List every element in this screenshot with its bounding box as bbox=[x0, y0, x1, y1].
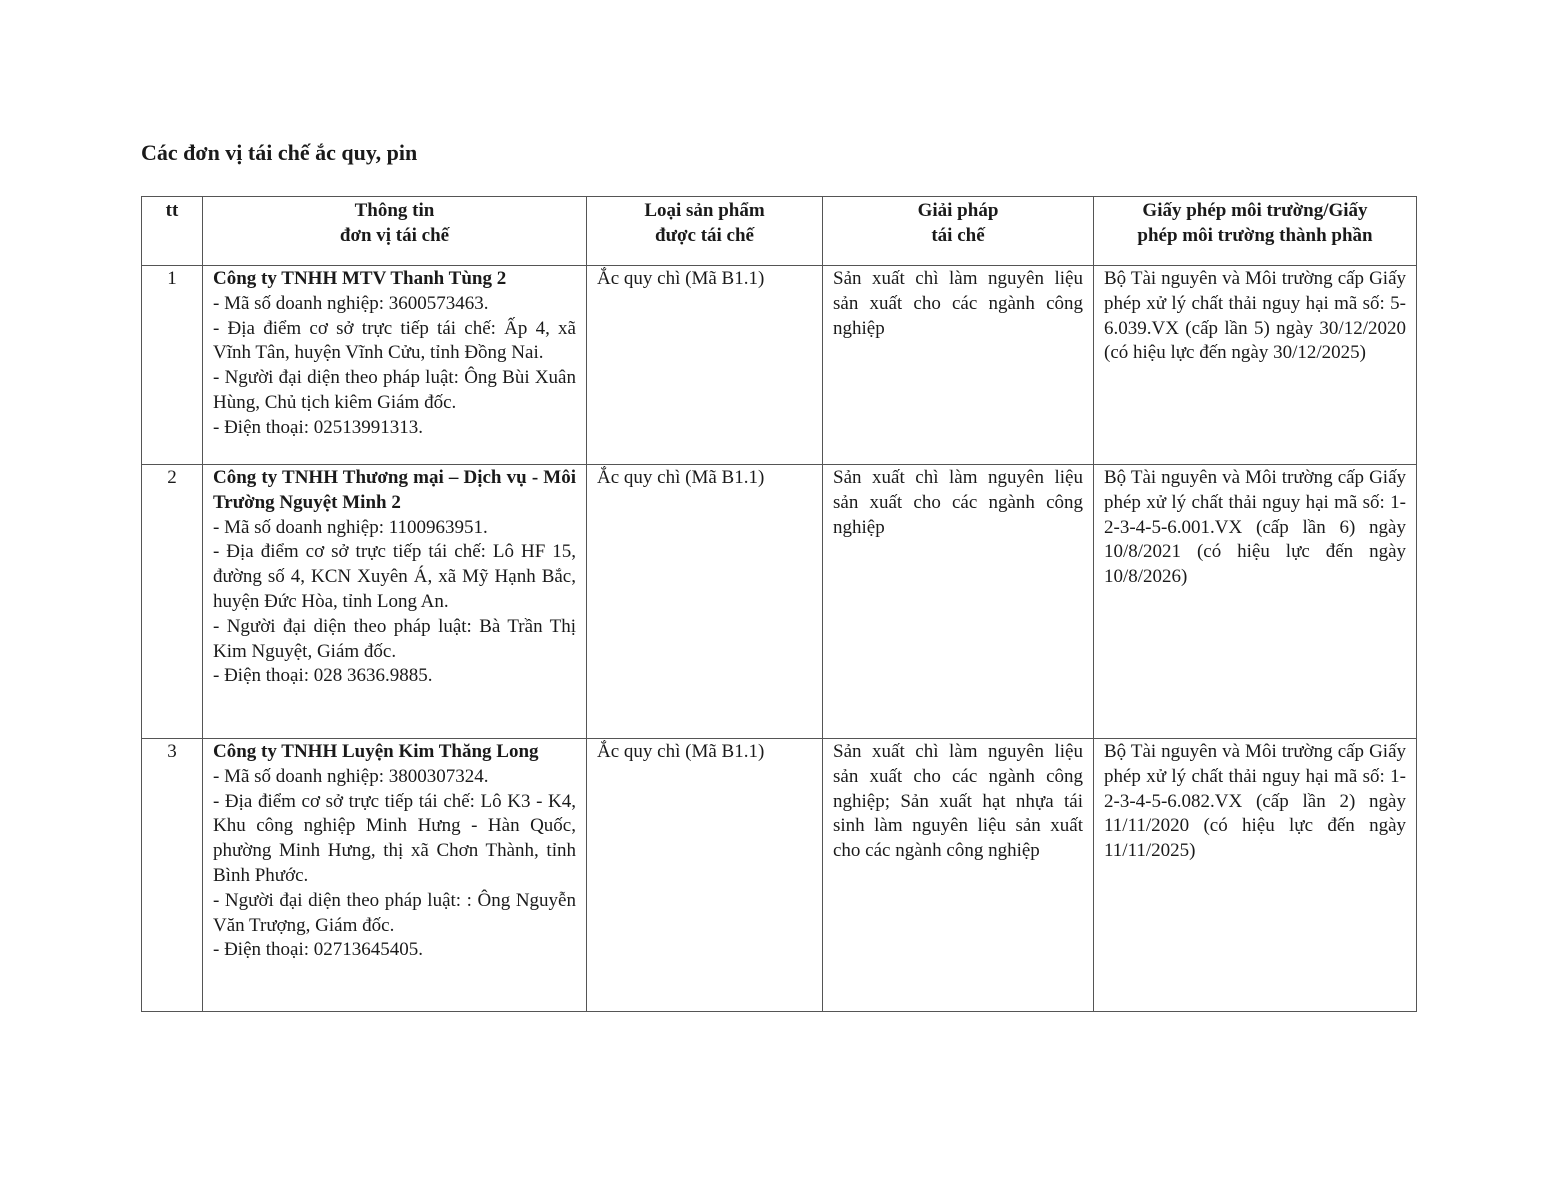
permit-cell bbox=[1094, 465, 1417, 739]
header-permit-line-2: phép môi trường thành phần bbox=[1137, 224, 1373, 246]
recycling-solution: Sản xuất chì làm nguyên liệu sản xuất cho các ngành công nghiệp bbox=[833, 467, 1083, 538]
header-product-line-1: Loại sản phẩm bbox=[644, 200, 765, 221]
header-tt-label: tt bbox=[165, 200, 179, 221]
row-number-cell bbox=[142, 465, 203, 739]
product-cell bbox=[587, 266, 823, 465]
header-solution bbox=[823, 197, 1094, 266]
permit-cell bbox=[1094, 739, 1417, 1012]
table-row bbox=[142, 266, 1417, 465]
environmental-permit: Bộ Tài nguyên và Môi trường cấp Giấy phép xử lý chất thải nguy hại mã số: 1-2-3-4-5-6.001.VX (cấp lần 6) ngày 10/8/2021 (có hiệu lực đến ngày 10/8/2026) bbox=[1104, 467, 1406, 588]
environmental-permit: Bộ Tài nguyên và Môi trường cấp Giấy phép xử lý chất thải nguy hại mã số: 1-2-3-4-5-6.082.VX (cấp lần 2) ngày 11/11/2020 (có hiệu lực đến ngày 11/11/2025) bbox=[1104, 741, 1406, 862]
header-info-line-1: Thông tin bbox=[354, 200, 435, 221]
recycling-solution: Sản xuất chì làm nguyên liệu sản xuất cho các ngành công nghiệp; Sản xuất hạt nhựa tái sinh làm nguyên liệu sản xuất cho các ngành công nghiệp bbox=[833, 741, 1083, 862]
header-solution-line-2: tái chế bbox=[931, 224, 985, 246]
recycling-address: - Địa điểm cơ sở trực tiếp tái chế: Lô HF 15, đường số 4, KCN Xuyên Á, xã Mỹ Hạnh Bắc, huyện Đức Hòa, tỉnh Long An. bbox=[213, 541, 576, 612]
header-info bbox=[203, 197, 587, 266]
recycling-solution: Sản xuất chì làm nguyên liệu sản xuất cho các ngành công nghiệp bbox=[833, 268, 1083, 339]
company-name: Công ty TNHH MTV Thanh Tùng 2 bbox=[213, 268, 507, 289]
recycler-info-cell bbox=[203, 465, 587, 739]
tax-code: - Mã số doanh nghiệp: 1100963951. bbox=[213, 516, 488, 538]
solution-cell bbox=[823, 465, 1094, 739]
recyclers-table bbox=[141, 196, 1417, 1012]
permit-cell bbox=[1094, 266, 1417, 465]
tax-code: - Mã số doanh nghiệp: 3800307324. bbox=[213, 765, 489, 787]
phone-number: - Điện thoại: 02713645405. bbox=[213, 939, 424, 961]
phone-number: - Điện thoại: 02513991313. bbox=[213, 416, 424, 438]
row-number: 1 bbox=[167, 268, 177, 289]
environmental-permit: Bộ Tài nguyên và Môi trường cấp Giấy phép xử lý chất thải nguy hại mã số: 5-6.039.VX (cấp lần 5) ngày 30/12/2020 (có hiệu lực đến ngày 30/12/2025) bbox=[1104, 268, 1406, 364]
recycler-info-cell bbox=[203, 739, 587, 1012]
row-number-cell bbox=[142, 266, 203, 465]
header-solution-line-1: Giải pháp bbox=[917, 200, 999, 221]
header-permit-line-1: Giấy phép môi trường/Giấy bbox=[1142, 200, 1368, 221]
recycling-address: - Địa điểm cơ sở trực tiếp tái chế: Lô K3 - K4, Khu công nghiệp Minh Hưng - Hàn Quốc, phường Minh Hưng, thị xã Chơn Thành, tỉnh Bình Phước. bbox=[213, 790, 576, 886]
row-number-cell bbox=[142, 739, 203, 1012]
header-info-line-2: đơn vị tái chế bbox=[339, 224, 450, 246]
page-title: Các đơn vị tái chế ắc quy, pin bbox=[141, 140, 418, 165]
table-row bbox=[142, 465, 1417, 739]
legal-representative: - Người đại diện theo pháp luật: Bà Trần Thị Kim Nguyệt, Giám đốc. bbox=[213, 615, 576, 662]
recycler-info-cell bbox=[203, 266, 587, 465]
header-product-line-2: được tái chế bbox=[655, 224, 754, 246]
company-name: Công ty TNHH Thương mại – Dịch vụ - Môi Trường Nguyệt Minh 2 bbox=[213, 467, 576, 513]
product-cell bbox=[587, 465, 823, 739]
table-row bbox=[142, 739, 1417, 1012]
product-type: Ắc quy chì (Mã B1.1) bbox=[597, 741, 765, 762]
solution-cell bbox=[823, 266, 1094, 465]
legal-representative: - Người đại diện theo pháp luật: : Ông Nguyễn Văn Trượng, Giám đốc. bbox=[213, 889, 576, 936]
recycling-address: - Địa điểm cơ sở trực tiếp tái chế: Ấp 4, xã Vĩnh Tân, huyện Vĩnh Cửu, tỉnh Đồng Nai. bbox=[213, 317, 576, 364]
table-header-row bbox=[142, 197, 1417, 266]
tax-code: - Mã số doanh nghiệp: 3600573463. bbox=[213, 292, 489, 314]
header-product bbox=[587, 197, 823, 266]
row-number: 3 bbox=[167, 741, 177, 762]
solution-cell bbox=[823, 739, 1094, 1012]
header-permit bbox=[1094, 197, 1417, 266]
phone-number: - Điện thoại: 028 3636.9885. bbox=[213, 665, 433, 687]
header-tt bbox=[142, 197, 203, 266]
product-type: Ắc quy chì (Mã B1.1) bbox=[597, 467, 765, 488]
company-name: Công ty TNHH Luyện Kim Thăng Long bbox=[213, 741, 539, 762]
legal-representative: - Người đại diện theo pháp luật: Ông Bùi Xuân Hùng, Chủ tịch kiêm Giám đốc. bbox=[213, 367, 576, 413]
product-cell bbox=[587, 739, 823, 1012]
row-number: 2 bbox=[167, 467, 177, 488]
product-type: Ắc quy chì (Mã B1.1) bbox=[597, 268, 765, 289]
